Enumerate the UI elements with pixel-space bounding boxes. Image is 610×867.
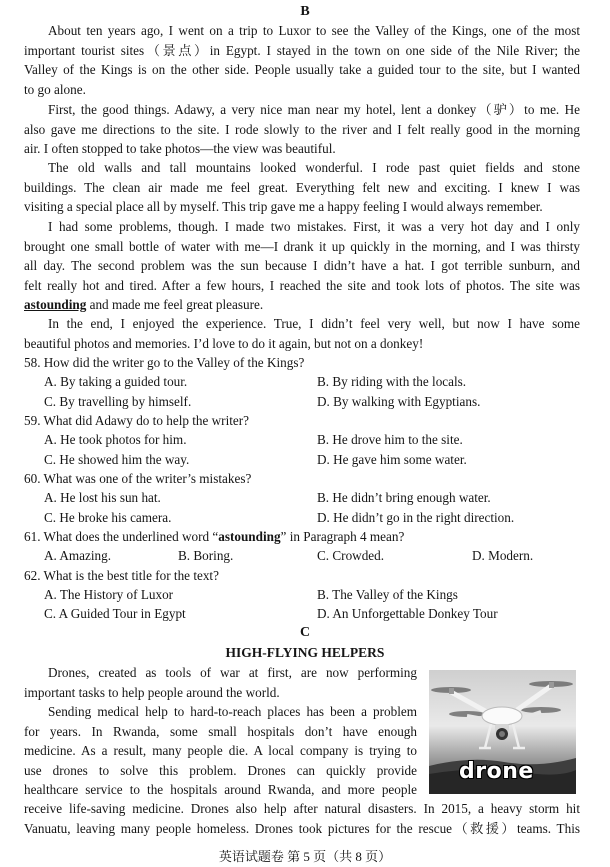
passage-c-paragraph-2-top [24,702,417,800]
question-58-option-b[interactable]: B. By riding with the locals. [317,374,467,389]
question-62-option-c[interactable]: C. A Guided Tour in Egypt [44,606,186,621]
text-line: Valley of the Kings is on the other side. People usually take a guided tour to the site, but I wanted [24,62,580,77]
question-61-option-d[interactable]: D. Modern. [472,548,534,563]
question-62-option-a[interactable]: A. The History of Luxor [44,587,174,602]
text-line: beautiful photos and memories. I’d love to do it again, but not on a donkey! [24,335,424,351]
text-line: visiting a special place all by myself. This trip gave me a happy feeling I would always remember. [24,199,543,214]
text-line: use drones to solve this problem. Drones can quickly provide [24,762,417,778]
question-60-stem: 60. What was one of the writer’s mistakes? [24,471,252,486]
text-line [24,295,580,315]
question-61-option-c[interactable]: C. Crowded. [317,548,385,563]
question-59-option-a[interactable]: A. He took photos for him. [44,432,187,447]
drone-photo [429,670,576,794]
section-b-label: B [300,4,310,19]
passage-b-paragraph-5 [24,314,580,353]
question-58-stem: 58. How did the writer go to the Valley of the Kings? [24,355,305,370]
question-58-option-d[interactable]: D. By walking with Egyptians. [317,394,481,409]
article-title: HIGH-FLYING HELPERS [225,645,385,660]
text-fragment: and made me feel great pleasure. [86,297,264,312]
text-line: In the end, I enjoyed the experience. True, I didn’t feel very well, but now I have some [48,316,580,331]
passage-b-paragraph-4 [24,217,580,315]
text-line: important tasks to help people around the world. [24,684,280,700]
passage-c-paragraph-1 [24,663,417,702]
text-line: also gave me directions to the site. I rode slowly to the river and I felt really good in the morning [24,121,580,137]
text-line: medicine. As a result, many people die. A local company is trying to [24,743,417,758]
section-c-label: C [299,625,311,640]
text-line: Sending medical help to hard-to-reach places has been a problem [48,704,417,719]
text-line: Vanuatu, leaving many people homeless. Drones took pictures for the rescue（救援）teams. This [24,820,580,836]
question-61-stem [24,527,584,547]
passage-b-paragraph-2 [24,100,580,159]
text-line: receive life-saving medicine. Drones also help after natural disasters. In 2015, a heavy storm hit [24,801,580,816]
question-59-option-c[interactable]: C. He showed him the way. [44,452,190,467]
text-line: felt really hot and tired. After a few hours, I reached the site and took lots of photos. The site was [24,277,580,293]
question-60-option-b[interactable]: B. He didn’t bring enough water. [317,490,491,505]
page-footer: 英语试题卷 第 5 页（共 8 页） [218,849,392,864]
question-58-option-a[interactable]: A. By taking a guided tour. [44,374,188,389]
question-59-option-b[interactable]: B. He drove him to the site. [317,432,463,447]
text-line: all day. The second problem was the sun because I didn’t have a hat. I got terrible sunburn, and [24,258,580,273]
text-fragment: 61. What does the underlined word “ [24,529,219,544]
question-61-option-b[interactable]: B. Boring. [178,548,234,563]
text-line: brought one small bottle of water with me—I drank it up quickly in the morning, and I was thirsty [24,238,580,254]
passage-b-paragraph-3 [24,158,580,217]
text-line: About ten years ago, I went on a trip to Luxor to see the Valley of the Kings, one of the most [48,23,580,38]
question-62-stem: 62. What is the best title for the text? [24,568,219,583]
text-fragment: ” in Paragraph 4 mean? [280,529,405,544]
question-60-option-a[interactable]: A. He lost his sun hat. [44,490,161,505]
text-line: to go alone. [24,81,86,97]
text-line: healthcare service to the hospitals around Rwanda, and more people [24,782,417,797]
photo-caption: drone [459,759,534,784]
text-line: I had some problems, though. I made two mistakes. First, it was a very hot day and I only [48,219,580,234]
question-60-option-c[interactable]: C. He broke his camera. [44,510,172,525]
question-60-option-d[interactable]: D. He didn’t go in the right direction. [317,510,515,525]
text-line: First, the good things. Adawy, a very nice man near my hotel, lent a donkey（驴）to me. He [48,102,580,117]
question-62-option-d[interactable]: D. An Unforgettable Donkey Tour [317,606,498,621]
text-line: Drones, created as tools of war at first, are now performing [48,665,417,680]
question-61-option-a[interactable]: A. Amazing. [44,548,112,563]
question-59-stem: 59. What did Adawy do to help the writer? [24,413,249,428]
text-line: air. I often stopped to take photos—the view was beautiful. [24,141,336,156]
question-62-option-b[interactable]: B. The Valley of the Kings [317,587,458,602]
text-line: for years. In Rwanda, some small hospitals don’t have enough [24,723,417,739]
question-58-option-c[interactable]: C. By travelling by himself. [44,394,192,409]
question-59-option-d[interactable]: D. He gave him some water. [317,452,467,467]
text-line: important tourist sites（景点）in Egypt. I stayed in the town on one side of the Nile River; the [24,42,580,58]
passage-b-paragraph-1 [24,21,580,99]
passage-c-paragraph-2-bottom [24,799,580,838]
underlined-word-astounding: astounding [24,297,87,312]
quoted-word-astounding: astounding [218,529,281,544]
text-line: The old walls and tall mountains looked wonderful. I rode past quiet fields and stone [48,160,580,175]
text-line: buildings. The clean air made me feel great. Everything felt new and exciting. I knew I was [24,179,580,195]
